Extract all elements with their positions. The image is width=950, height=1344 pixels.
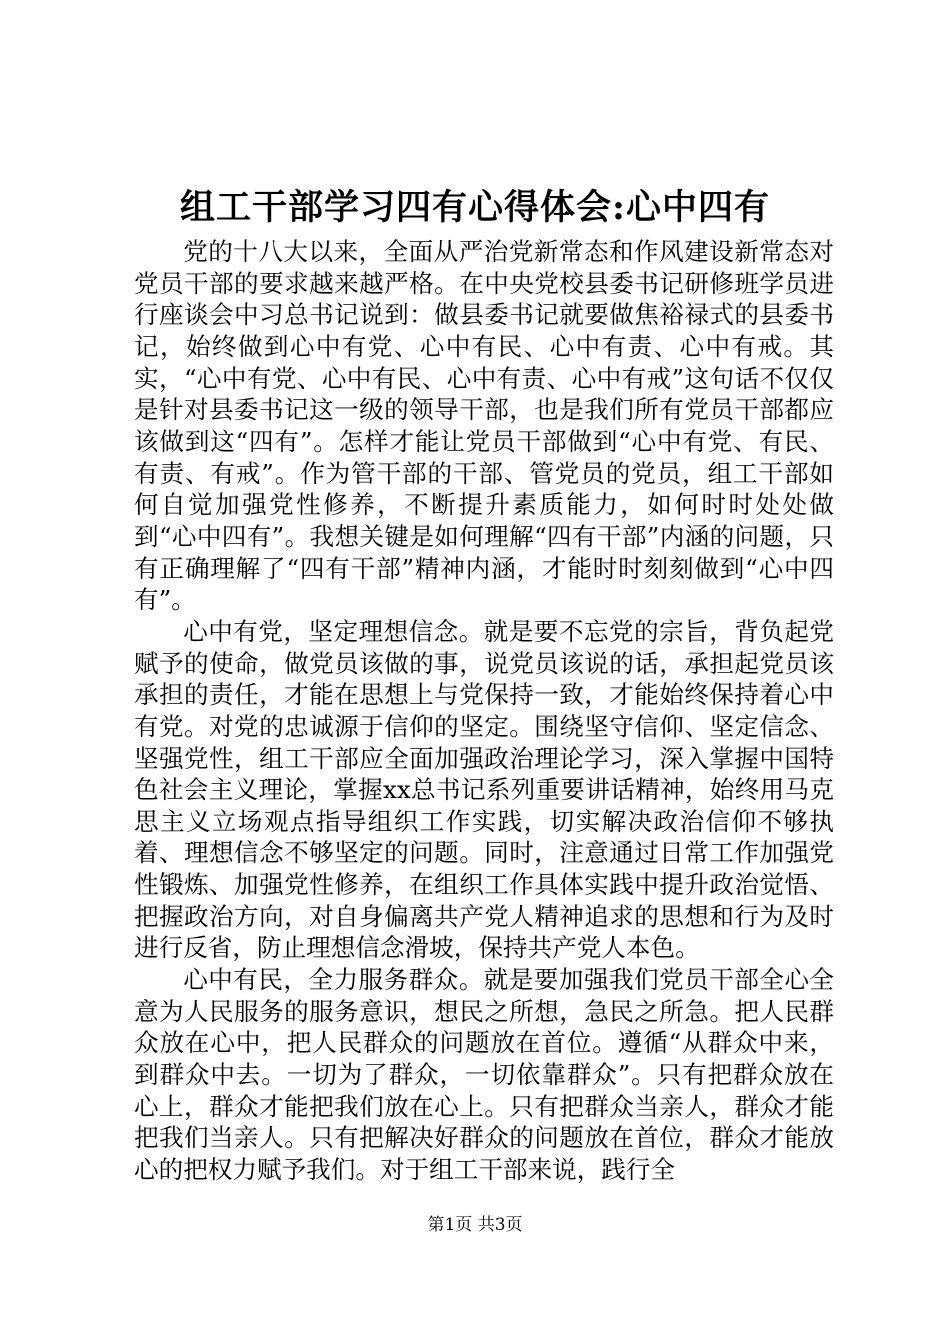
document-title: 组工干部学习四有心得体会:心中四有 xyxy=(180,187,770,228)
document-body xyxy=(134,236,834,1186)
paragraph-intro: 党的十八大以来，全面从严治党新常态和作风建设新常态对党员干部的要求越来越严格。在中央党校县委书记研修班学员进行座谈会中习总书记说到：做县委书记就要做焦裕禄式的县委书记，始终做到心中有党、心中有民、心中有责、心中有戒。其实，“心中有党、心中有民、心中有责、心中有戒”这句话不仅仅是针对县委书记这一级的领导干部，也是我们所有党员干部都应该做到这“四有”。怎样才能让党员干部做到“心中有党、有民、有责、有戒”。作为管干部的干部、管党员的党员，组工干部如何自觉加强党性修养，不断提升素质能力，如何时时处处做到“心中四有”。我想关键是如何理解“四有干部”内涵的问题，只有正确理解了“四有干部”精神内涵，才能时时刻刻做到“心中四有”。 xyxy=(134,237,834,615)
paragraph-people-in-heart: 心中有民，全力服务群众。就是要加强我们党员干部全心全意为人民服务的服务意识，想民之所想，急民之所急。把人民群众放在心中，把人民群众的问题放在首位。遵循“从群众中来，到群众中去。一切为了群众，一切依靠群众”。只有把群众放在心上，群众才能把我们放在心上。只有把群众当亲人，群众才能把我们当亲人。只有把解决好群众的问题放在首位，群众才能放心的把权力赋予我们。对于组工干部来说，践行全 xyxy=(134,965,834,1185)
page-footer: 第1页 共3页 xyxy=(427,1215,523,1235)
paragraph-party-in-heart: 心中有党，坚定理想信念。就是要不忘党的宗旨，背负起党赋予的使命，做党员该做的事，说党员该说的话，承担起党员该承担的责任，才能在思想上与党保持一致，才能始终保持着心中有党。对党的忠诚源于信仰的坚定。围绕坚守信仰、坚定信念、坚强党性，组工干部应全面加强政治理论学习，深入掌握中国特色社会主义理论，掌握xx总书记系列重要讲话精神，始终用马克思主义立场观点指导组织工作实践，切实解决政治信仰不够执着、理想信念不够坚定的问题。同时，注意通过日常工作加强党性锻炼、加强党性修养，在组织工作具体实践中提升政治觉悟、把握政治方向，对自身偏离共产党人精神追求的思想和行为及时进行反省，防止理想信念滑坡，保持共产党人本色。 xyxy=(134,616,834,963)
